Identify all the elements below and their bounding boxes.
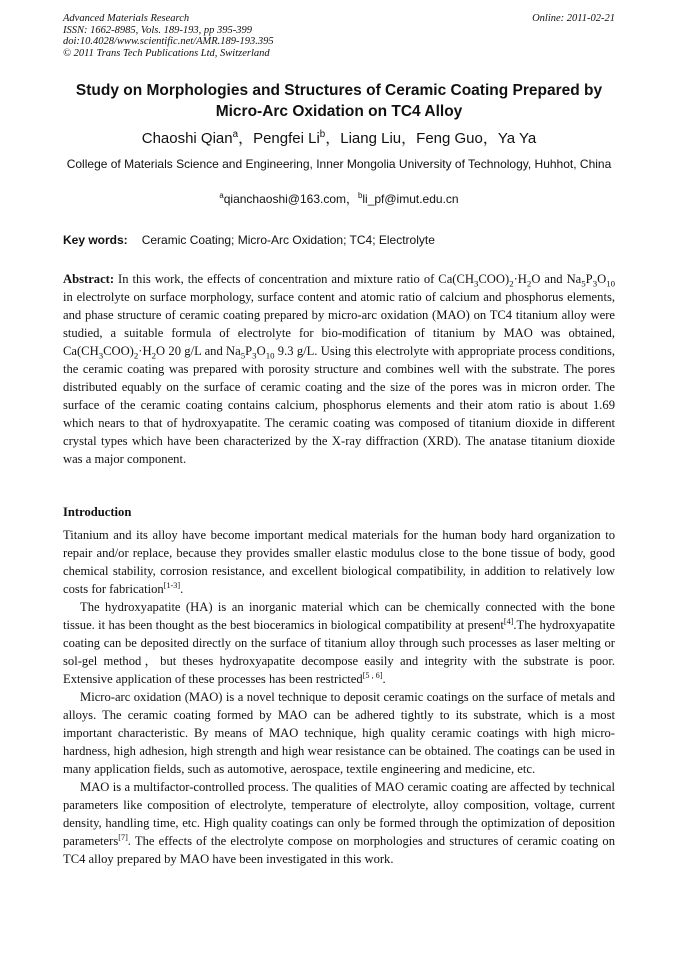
section-heading-introduction: Introduction xyxy=(63,505,132,519)
author-separator: ， xyxy=(401,130,417,147)
author-separator: ， xyxy=(482,130,498,147)
journal-header xyxy=(63,13,274,59)
paragraph-text: The hydroxyapatite (HA) is an inorganic material which can be chemically connected with the bone tissue. it has been thought as the best bioceramics in biological compatibility at present xyxy=(63,600,615,632)
author-affil-mark: b xyxy=(319,129,326,140)
email-mark-a: a xyxy=(219,191,224,200)
citation: [1-3] xyxy=(163,580,181,590)
author-affil-mark: a xyxy=(232,129,239,140)
abstract-text-3: 20 g/L and Na xyxy=(165,344,241,358)
paragraph-text: Titanium and its alloy have become important medical materials for the human body hard organization to repair and/or replace, because they provides smaller elastic modulus close to the bone tissue of body, good chemical stability, corrosion resistance, and excellent biological compatibility, in addition to relatively low costs for fabrication xyxy=(63,528,615,596)
journal-issn: ISSN: 1662-8985, Vols. 189-193, pp 395-399 xyxy=(63,24,252,36)
title-line-2: Micro-Arc Oxidation on TC4 Alloy xyxy=(215,103,463,120)
intro-paragraph-2: The hydroxyapatite (HA) is an inorganic material which can be chemically connected with the bone tissue. it has been thought as the best bioceramics in biological compatibility at present[4].The hydroxyapatite coating can be deposited directly on the surface of titanium alloy through such processes as laser melting or sol-gel method，but theses hydroxyapatite decompose easily and integrity with the substrate is poor. Extensive application of these processes has been restricted[5 , 6]. xyxy=(63,600,615,686)
author-name: Chaoshi Qian xyxy=(141,130,233,147)
abstract-text-2: in electrolyte on surface morphology, surface content and atomic ratio of calcium and phosphorus elements, and phase structure of ceramic coating prepared by micro-arc oxidation (MAO) on TC4 titanium alloy were studied, a suitable formula of electrolyte for bio-modification of titanium by MAO was obtained, Ca(CH xyxy=(63,290,615,358)
email-separator: ， xyxy=(346,192,359,206)
citation: [4] xyxy=(503,616,514,626)
author-name: Feng Guo xyxy=(416,130,483,147)
intro-paragraph-1: Titanium and its alloy have become important medical materials for the human body hard organization to repair and/or replace, because they provides smaller elastic modulus close to the bone tissue of body, good chemical stability, corrosion resistance, and excellent biological compatibility, in addition to relatively low costs for fabrication[1-3]. xyxy=(63,528,615,596)
email-b: li_pf@imut.edu.cn xyxy=(362,192,459,206)
email-a: qianchaoshi@163.com xyxy=(223,192,346,206)
email-mark-b: b xyxy=(358,191,363,200)
abstract-text-4: 9.3 g/L. Using this electrolyte with appropriate process conditions, the ceramic coating was prepared with porosity structure and combines well with the substrate. The pores distributed equably on the surface of ceramic coating and the size of the pores was in micron order. The surface of the ceramic coating contains calcium, phosphorus elements and their atom ratio is about 1.69 which nears to that of hydroxyapatite. The ceramic coating was composed of titanium dioxide in different crystal types which have been characterized by the X-ray diffraction (XRD). The anatase titanium dioxide was a major component. xyxy=(63,344,616,466)
keywords-text: Ceramic Coating; Micro-Arc Oxidation; TC4; Electrolyte xyxy=(141,233,435,247)
author-name: Liang Liu xyxy=(340,130,402,147)
online-date: Online: 2011-02-21 xyxy=(532,13,615,24)
journal-doi: doi:10.4028/www.scientific.net/AMR.189-193.395 xyxy=(63,36,274,47)
paragraph-text: MAO is a multifactor-controlled process. The qualities of MAO ceramic coating are affected by technical parameters like composition of electrolyte, temperature of electrolyte, alloy composition, voltage, current density, handling time, etc. High quality coatings can only be formed through the optimization of deposition parameters xyxy=(63,780,615,848)
author-separator: ， xyxy=(325,130,341,147)
intro-paragraph-4 xyxy=(63,778,615,868)
abstract-text-1: In this work, the effects of concentration and mixture ratio of Ca(CH xyxy=(114,272,474,286)
citation: [5 , 6] xyxy=(362,670,383,680)
abstract: Abstract: In this work, the effects of concentration and mixture ratio of $Ca(CH_3COO)_2\cdot H_2O$ and $Na_5P_3O_{10}$ in electrolyte on surface morphology, surface content and atomic ratio of calcium and phosphorus elements, and phase structure of ceramic coating prepared by micro-arc oxidation (MAO) on TC4 titanium alloy were studied, a suitable formula of electrolyte for bio-modification of titanium by MAO was obtained, $Ca(CH_3COO)_2\cdot H_2O$ 20 g/L and $Na_5P_3O_{10}$ 9.3 g/L. Using this electrolyte with appropriate process conditions, the ceramic coating was prepared with porosity structure and combines well with the substrate. The pores distributed equably on the surface of ceramic coating and the size of the pores was in micron order. The surface of the ceramic coating contains calcium, phosphorus elements and their atom ratio is about 1.69 which nears to that of hydroxyapatite. The ceramic coating was composed of titanium dioxide in different crystal types which have been characterized by the X-ray diffraction (XRD). The anatase titanium dioxide was a major component. xyxy=(63,272,616,466)
abstract-label: Abstract: xyxy=(63,272,115,286)
introduction-body xyxy=(63,526,615,868)
citation: [7] xyxy=(118,832,128,842)
affiliation: College of Materials Science and Engineering, Inner Mongolia University of Technology, Huhhot, China xyxy=(66,157,612,171)
keywords-label: Key words: xyxy=(63,233,128,247)
journal-name: Advanced Materials Research xyxy=(63,13,190,24)
paragraph-text: . The effects of the electrolyte compose on morphologies and structures of ceramic coating on TC4 alloy prepared by MAO have been investigated in this work. xyxy=(63,834,615,866)
journal-copyright: © 2011 Trans Tech Publications Ltd, Switzerland xyxy=(63,47,270,59)
author-name: Pengfei Li xyxy=(253,130,320,147)
author-separator: ， xyxy=(238,130,254,147)
author-emails xyxy=(40,191,638,208)
keywords xyxy=(63,232,615,248)
title-line-1: Study on Morphologies and Structures of Ceramic Coating Prepared by xyxy=(75,82,603,99)
author-list xyxy=(40,129,638,149)
paragraph-text: .The hydroxyapatite coating can be deposited directly on the surface of titanium alloy through such processes as laser melting or sol-gel method，but theses hydroxyapatite decompose easily and integrity with the substrate is poor. Extensive application of these processes has been restricted xyxy=(63,618,615,686)
paper-title xyxy=(40,80,638,122)
intro-paragraph-3: Micro-arc oxidation (MAO) is a novel technique to deposit ceramic coatings on the surface of metals and alloys. The ceramic coating formed by MAO can be adhered tightly to its substrate, which is a most important characteristic. By means of MAO technique, high quality ceramic coatings with high micro-hardness, high adhesion, high strength and high wear resistance can be obtained. The coatings can be used in many application fields, such as automotive, aerospace, textile engineering and medicine, etc. xyxy=(63,690,615,776)
author-name: Ya Ya xyxy=(497,130,537,147)
